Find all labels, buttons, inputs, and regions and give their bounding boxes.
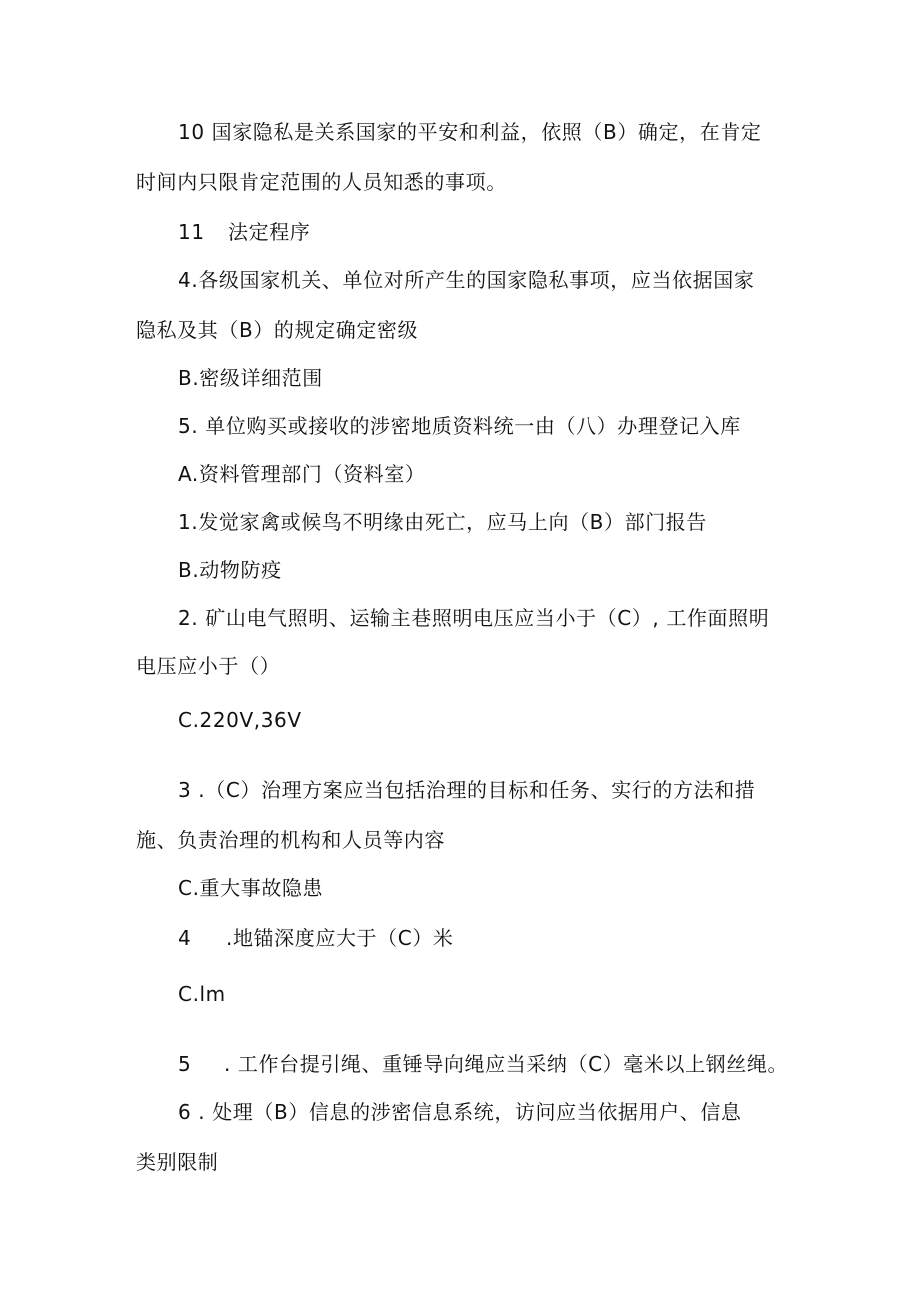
text-line: 6 . 处理（B）信息的涉密信息系统，访问应当依据用户、信息 [178,1100,742,1124]
text-line: 4.各级国家机关、单位对所产生的国家隐私事项，应当依据国家 [178,268,755,292]
text-line: 5. 单位购买或接收的涉密地质资料统一由（八）办理登记入库 [178,414,741,438]
text-line: 类别限制 [136,1150,219,1174]
text-line: C.重大事故隐患 [178,876,324,900]
text-line: 4 [178,926,192,950]
text-line: 法定程序 [228,220,311,244]
text-line: 3 .（C）治理方案应当包括治理的目标和任务、实行的方法和措 [178,778,756,802]
text-line: B.动物防疫 [178,558,282,582]
text-line: . 工作台提引绳、重锤导向绳应当采纳（C）毫米以上钢丝绳。 [224,1052,789,1076]
text-line: C.220V,36V [178,708,302,732]
text-line: 隐私及其（B）的规定确定密级 [136,318,419,342]
text-line: 5 [178,1052,192,1076]
text-line: 施、负责治理的机构和人员等内容 [136,828,445,852]
text-line: 11 [178,220,205,244]
text-line: 10 国家隐私是关系国家的平安和利益，依照（B）确定，在肯定 [178,120,762,144]
text-line: 电压应小于（） [136,654,281,678]
text-line: B.密级详细范围 [178,366,323,390]
text-line: 2. 矿山电气照明、运输主巷照明电压应当小于（C）, 工作面照明 [178,606,770,630]
text-line: C.lm [178,982,226,1006]
text-line: 时间内只限肯定范围的人员知悉的事项。 [136,170,507,194]
text-line: .地锚深度应大于（C）米 [226,926,454,950]
text-line: 1.发觉家禽或候鸟不明缘由死亡，应马上向（B）部门报告 [178,510,708,534]
text-line: A.资料管理部门（资料室） [178,462,426,486]
